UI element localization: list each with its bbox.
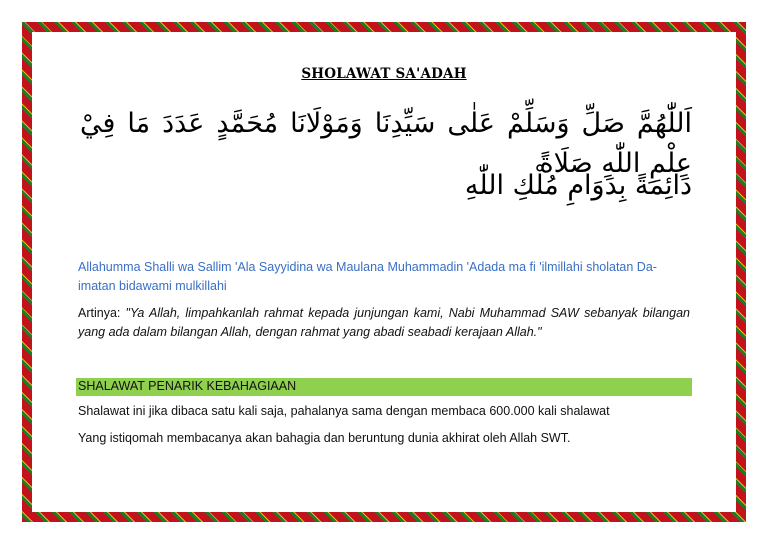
meaning-text: "Ya Allah, limpahkanlah rahmat kepada junjungan kami, Nabi Muhammad SAW sebanyak bilangan yang ada dalam bilangan Allah, dengan rahmat yang abadi seabadi kerajaan Allah." xyxy=(78,306,690,339)
meaning-label: Artinya: xyxy=(78,306,126,320)
section-heading: SHALAWAT PENARIK KEBAHAGIAAN xyxy=(78,379,297,393)
document-title: SHOLAWAT SA'ADAH xyxy=(301,66,467,82)
section-heading-bar xyxy=(76,378,692,396)
arabic-text-line-2: دَائِمَةً بِدَوَامِ مُلْكِ اللّٰهِ xyxy=(464,170,692,201)
body-line-2: Yang istiqomah membacanya akan bahagia dan beruntung dunia akhirat oleh Allah SWT. xyxy=(78,431,571,445)
meaning-paragraph xyxy=(78,304,690,342)
transliteration: Allahumma Shalli wa Sallim 'Ala Sayyidina wa Maulana Muhammadin 'Adada ma fi 'ilmillahi sholatan Da-imatan bidawami mulkillahi xyxy=(78,260,657,293)
body-line-1: Shalawat ini jika dibaca satu kali saja, pahalanya sama dengan membaca 600.000 kali shalawat xyxy=(78,404,610,418)
arabic-text-line-1: اَللّٰهُمَّ صَلِّ وَسَلِّمْ عَلٰى سَيِّدِنَا وَمَوْلَانَا مُحَمَّدٍ عَدَدَ مَا فِيْ عِلْمِ اللّٰهِ صَلَاةً xyxy=(80,108,692,179)
